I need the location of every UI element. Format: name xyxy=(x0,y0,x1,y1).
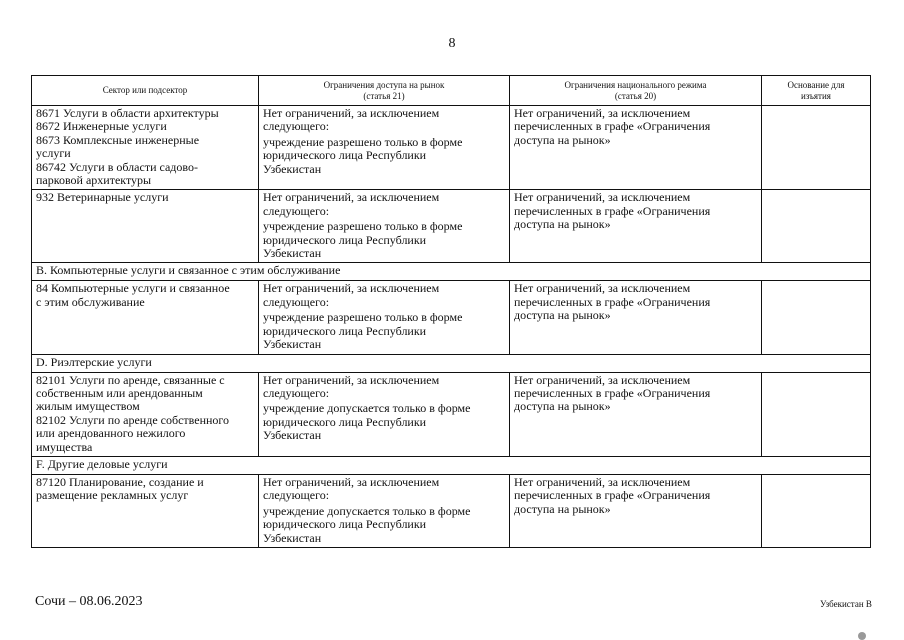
table-row xyxy=(32,106,871,190)
cell-line: Нет ограничений, за исключением xyxy=(263,281,440,296)
cell-line: 8671 Услуги в области архитектуры xyxy=(36,106,219,120)
cell-line: 932 Ветеринарные услуги xyxy=(36,190,169,205)
header-national-treatment: Ограничения национального режима (статья 20) xyxy=(510,76,762,106)
cell-line: Нет ограничений, за исключением xyxy=(263,372,440,387)
cell-line: доступа на рынок» xyxy=(514,217,611,232)
header-grounds: Основание для изъятия xyxy=(762,76,871,106)
cell-line: услуги xyxy=(36,146,71,161)
cell-line: юридического лица Республики xyxy=(263,323,427,338)
cell-national-treatment xyxy=(510,372,762,456)
cell-line: юридического лица Республики xyxy=(263,148,427,163)
cell-line: следующего: xyxy=(263,203,330,218)
cell-line: Нет ограничений, за исключением xyxy=(514,190,691,205)
cell-line: Узбекистан xyxy=(263,530,322,545)
cell-market-access xyxy=(259,106,510,190)
corner-mark xyxy=(858,632,866,640)
cell-grounds xyxy=(762,190,871,263)
cell-line: 82101 Услуги по аренде, связанные с xyxy=(36,372,225,387)
cell-sector xyxy=(32,474,259,547)
cell-line: Нет ограничений, за исключением xyxy=(263,474,440,489)
cell-line: следующего: xyxy=(263,294,330,309)
cell-market-access xyxy=(259,372,510,456)
cell-line: Нет ограничений, за исключением xyxy=(514,106,691,120)
section-title xyxy=(32,263,871,281)
cell-line: 82102 Услуги по аренде собственного xyxy=(36,412,230,427)
cell-line: доступа на рынок» xyxy=(514,308,611,323)
table-row xyxy=(32,372,871,456)
cell-line: парковой архитектуры xyxy=(36,173,152,188)
cell-line: Нет ограничений, за исключением xyxy=(514,372,691,387)
cell-line: 86742 Услуги в области садово- xyxy=(36,159,198,174)
cell-line: следующего: xyxy=(263,488,330,503)
section-title-text: F. Другие деловые услуги xyxy=(36,456,168,471)
cell-line: жилым имуществом xyxy=(36,399,140,414)
cell-market-access xyxy=(259,281,510,354)
cell-line: Нет ограничений, за исключением xyxy=(263,106,440,120)
section-row xyxy=(32,354,871,372)
cell-line: Нет ограничений, за исключением xyxy=(514,281,691,296)
cell-line: перечисленных в графе «Ограничения xyxy=(514,119,711,134)
cell-line: учреждение допускается только в форме xyxy=(263,401,471,416)
cell-line: доступа на рынок» xyxy=(514,132,611,147)
cell-line: учреждение допускается только в форме xyxy=(263,503,471,518)
cell-line: имущества xyxy=(36,439,93,454)
cell-line: или арендованного нежилого xyxy=(36,426,186,441)
table-body xyxy=(32,106,871,548)
header-market-access: Ограничения доступа на рынок (статья 21) xyxy=(259,76,510,106)
header-sector: Сектор или подсектор xyxy=(32,76,259,106)
cell-line: юридического лица Республики xyxy=(263,232,427,247)
cell-line: Нет ограничений, за исключением xyxy=(514,474,691,489)
cell-line: следующего: xyxy=(263,385,330,400)
cell-line: следующего: xyxy=(263,119,330,134)
cell-sector xyxy=(32,281,259,354)
cell-line: учреждение разрешено только в форме xyxy=(263,310,463,325)
cell-sector xyxy=(32,190,259,263)
table-header-row xyxy=(32,76,871,106)
cell-line: 84 Компьютерные услуги и связанное xyxy=(36,281,230,296)
cell-line: 8672 Инженерные услуги xyxy=(36,119,167,134)
commitments-table xyxy=(31,75,871,548)
cell-line: Узбекистан xyxy=(263,337,322,352)
section-title xyxy=(32,456,871,474)
cell-grounds xyxy=(762,372,871,456)
section-title-text: B. Компьютерные услуги и связанное с этим обслуживание xyxy=(36,263,341,278)
cell-market-access xyxy=(259,190,510,263)
page-number: 8 xyxy=(448,36,456,51)
section-title xyxy=(32,354,871,372)
footer-country-annex: Узбекистан B xyxy=(820,599,872,609)
cell-line: учреждение разрешено только в форме xyxy=(263,134,463,149)
cell-grounds xyxy=(762,281,871,354)
section-title-text: D. Риэлтерские услуги xyxy=(36,354,152,369)
cell-line: Узбекистан xyxy=(263,246,322,261)
cell-market-access xyxy=(259,474,510,547)
section-row xyxy=(32,263,871,281)
cell-line: доступа на рынок» xyxy=(514,501,611,516)
cell-sector xyxy=(32,372,259,456)
cell-grounds xyxy=(762,106,871,190)
cell-line: Узбекистан xyxy=(263,428,322,443)
cell-line: юридического лица Республики xyxy=(263,517,427,532)
cell-line: собственным или арендованным xyxy=(36,385,203,400)
cell-line: юридического лица Республики xyxy=(263,414,427,429)
cell-line: учреждение разрешено только в форме xyxy=(263,219,463,234)
cell-line: с этим обслуживание xyxy=(36,294,145,309)
cell-line: 8673 Комплексные инженерные xyxy=(36,132,200,147)
cell-line: перечисленных в графе «Ограничения xyxy=(514,488,711,503)
table-row xyxy=(32,281,871,354)
cell-grounds xyxy=(762,474,871,547)
cell-line: Нет ограничений, за исключением xyxy=(263,190,440,205)
cell-line: перечисленных в графе «Ограничения xyxy=(514,203,711,218)
cell-national-treatment xyxy=(510,474,762,547)
table-row xyxy=(32,190,871,263)
cell-national-treatment xyxy=(510,281,762,354)
cell-line: 87120 Планирование, создание и xyxy=(36,474,204,489)
section-row xyxy=(32,456,871,474)
cell-national-treatment xyxy=(510,190,762,263)
cell-line: перечисленных в графе «Ограничения xyxy=(514,385,711,400)
cell-sector xyxy=(32,106,259,190)
cell-national-treatment xyxy=(510,106,762,190)
cell-line: размещение рекламных услуг xyxy=(36,488,189,503)
cell-line: Узбекистан xyxy=(263,161,322,176)
table-row xyxy=(32,474,871,547)
cell-line: доступа на рынок» xyxy=(514,399,611,414)
footer-place-date: Сочи – 08.06.2023 xyxy=(35,594,143,609)
cell-line: перечисленных в графе «Ограничения xyxy=(514,294,711,309)
